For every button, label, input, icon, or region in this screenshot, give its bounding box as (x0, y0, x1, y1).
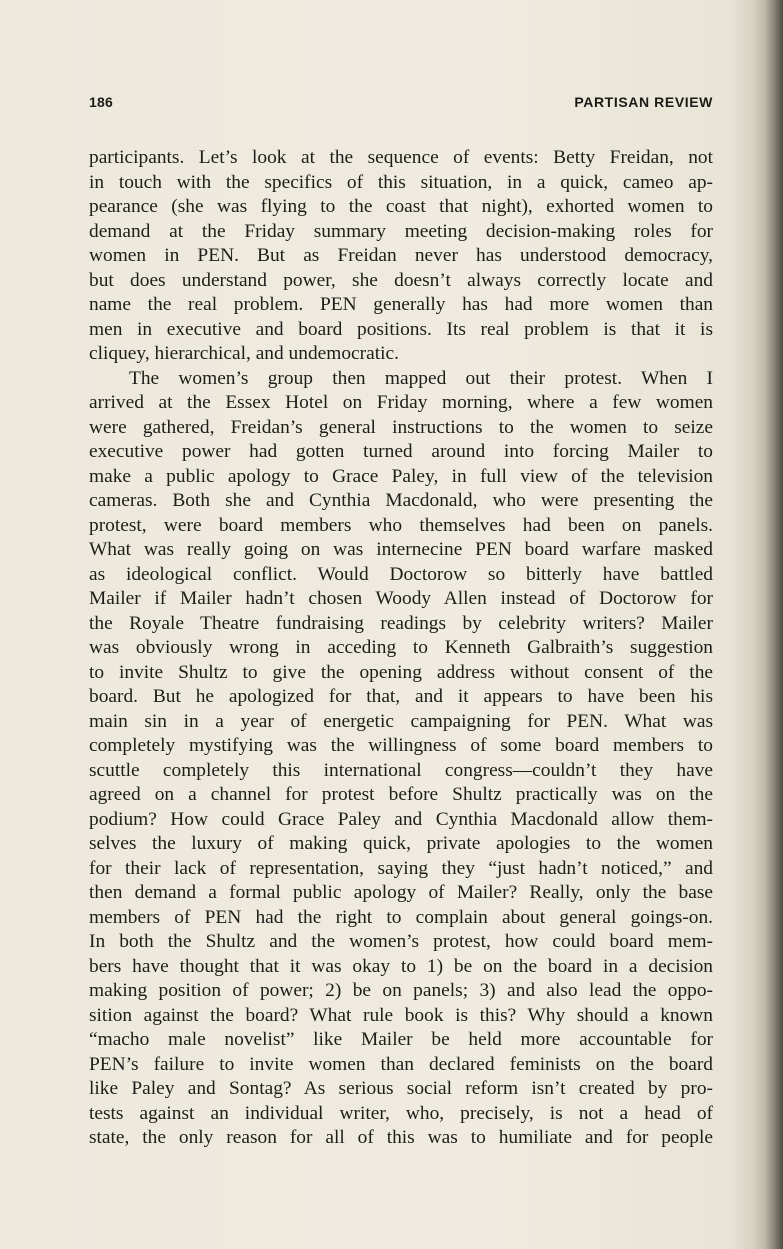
text-line: pearance (she was flying to the coast that night), exhorted women to (89, 196, 713, 217)
text-line: completely mystifying was the willingness of some board members to (89, 735, 713, 756)
text-line: cameras. Both she and Cynthia Macdonald, who were presenting the (89, 490, 713, 511)
article-body (89, 146, 713, 1151)
paragraph-2 (89, 367, 713, 1151)
text-line: like Paley and Sontag? As serious social reform isn’t created by pro- (89, 1078, 713, 1099)
page-gutter-shadow (765, 0, 783, 1249)
text-line: but does understand power, she doesn’t always correctly locate and (89, 269, 713, 291)
text-line: members of PEN had the right to complain about general goings-on. (89, 906, 713, 928)
text-line: demand at the Friday summary meeting decision-making roles for (89, 220, 713, 242)
text-line: bers have thought that it was okay to 1) be on the board in a decision (89, 955, 713, 977)
text-line: What was really going on was internecine PEN board warfare masked (89, 539, 713, 560)
text-line: making position of power; 2) be on panels; 3) and also lead the oppo- (89, 980, 713, 1001)
text-line: men in executive and board positions. Its real problem is that it is (89, 318, 713, 340)
text-line: main sin in a year of energetic campaigning for PEN. What was (89, 710, 713, 732)
text-line: scuttle completely this international congress—couldn’t they have (89, 759, 713, 781)
text-line: name the real problem. PEN generally has had more women than (89, 294, 713, 315)
text-line: executive power had gotten turned around into forcing Mailer to (89, 441, 713, 462)
text-line: were gathered, Freidan’s general instructions to the women to seize (89, 416, 713, 438)
text-line: to invite Shultz to give the opening address without consent of the (89, 661, 713, 683)
text-line: women in PEN. But as Freidan never has understood democracy, (89, 245, 713, 266)
text-line: PEN’s failure to invite women than declared feminists on the board (89, 1053, 713, 1075)
text-line: then demand a formal public apology of Mailer? Really, only the base (89, 882, 713, 903)
text-line: selves the luxury of making quick, private apologies to the women (89, 833, 713, 854)
text-line: In both the Shultz and the women’s protest, how could board mem- (89, 931, 713, 952)
running-head (89, 94, 713, 114)
journal-title: PARTISAN REVIEW (574, 94, 713, 110)
text-line: the Royale Theatre fundraising readings by celebrity writers? Mailer (89, 612, 713, 634)
text-line: tests against an individual writer, who, precisely, is not a head of (89, 1102, 713, 1124)
text-line: “macho male novelist” like Mailer be held more accountable for (89, 1029, 713, 1050)
text-line: arrived at the Essex Hotel on Friday morning, where a few women (89, 392, 713, 413)
text-line: was obviously wrong in acceding to Kenneth Galbraith’s suggestion (89, 637, 713, 658)
text-line: participants. Let’s look at the sequence of events: Betty Freidan, not (89, 147, 713, 168)
text-line: sition against the board? What rule book is this? Why should a known (89, 1004, 713, 1026)
text-line: board. But he apologized for that, and it appears to have been his (89, 686, 713, 707)
text-line: protest, were board members who themselves had been on panels. (89, 514, 713, 536)
text-line: cliquey, hierarchical, and undemocratic. (89, 343, 399, 364)
page-number: 186 (89, 94, 113, 110)
paragraph-1 (89, 146, 713, 367)
text-line: in touch with the specifics of this situation, in a quick, cameo ap- (89, 171, 713, 193)
text-line: podium? How could Grace Paley and Cynthia Macdonald allow them- (89, 808, 713, 830)
text-line: for their lack of representation, saying they “just hadn’t noticed,” and (89, 857, 713, 879)
text-line: as ideological conflict. Would Doctorow so bitterly have battled (89, 563, 713, 585)
text-line: The women’s group then mapped out their protest. When I (129, 367, 713, 389)
text-line: make a public apology to Grace Paley, in full view of the television (89, 465, 713, 487)
text-line: agreed on a channel for protest before Shultz practically was on the (89, 784, 713, 805)
text-line: state, the only reason for all of this was to humiliate and for people (89, 1127, 713, 1148)
text-line: Mailer if Mailer hadn’t chosen Woody Allen instead of Doctorow for (89, 588, 713, 609)
